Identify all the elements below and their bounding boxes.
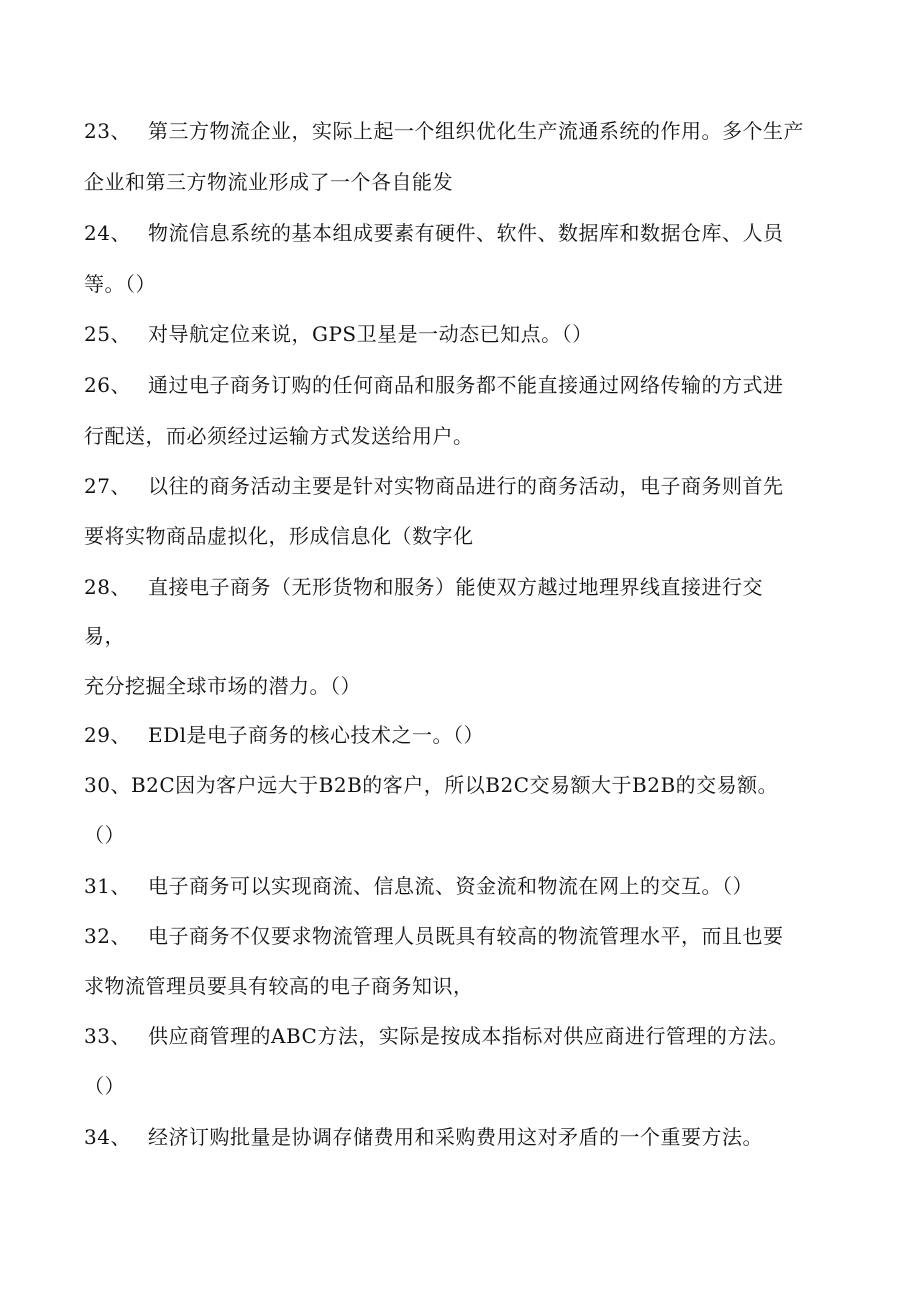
question-text: 经济订购批量是协调存储费用和采购费用这对矛盾的一个重要方法。 (148, 1125, 763, 1149)
question-text: EDl是电子商务的核心技术之一。（） (148, 723, 485, 747)
question-text: 易， (84, 624, 125, 648)
question-text: 以往的商务活动主要是针对实物商品进行的商务活动，电子商务则首先 (148, 474, 784, 498)
question-number: 30、 (84, 773, 131, 797)
question-text: 企业和第三方物流业形成了一个各自能发 (84, 170, 453, 194)
question-number: 23、 (84, 119, 131, 143)
question-32-line-2 (84, 973, 844, 999)
question-28-line-1 (84, 574, 844, 600)
question-number: 26、 (84, 373, 131, 397)
question-30-line-1 (84, 772, 844, 798)
question-33-line-2 (84, 1073, 844, 1099)
question-26-line-2 (84, 423, 844, 449)
question-28-line-3 (84, 673, 844, 699)
question-23-line-2 (84, 169, 844, 195)
question-23-line-1 (84, 118, 844, 144)
question-text: 电子商务不仅要求物流管理人员既具有较高的物流管理水平，而且也要 (148, 924, 784, 948)
question-28-line-2 (84, 623, 844, 649)
question-number: 33、 (84, 1024, 131, 1048)
question-text: 物流信息系统的基本组成要素有硬件、软件、数据库和数据仓库、人员 (148, 221, 784, 245)
question-text: B2C因为客户远大于B2B的客户，所以B2C交易额大于B2B的交易额。 (130, 773, 779, 797)
question-29-line-1 (84, 722, 844, 748)
question-number: 27、 (84, 474, 131, 498)
question-32-line-1 (84, 923, 844, 949)
question-34-line-1 (84, 1124, 844, 1150)
question-27-line-2 (84, 523, 844, 549)
question-text: 等。（） (84, 272, 156, 296)
question-text: 直接电子商务（无形货物和服务）能使双方越过地理界线直接进行交 (148, 575, 763, 599)
question-number: 28、 (84, 575, 131, 599)
question-text: 对导航定位来说，GPS卫星是一动态已知点。（） (148, 322, 593, 346)
question-text: 第三方物流企业，实际上起一个组织优化生产流通系统的作用。多个生产 (148, 119, 804, 143)
question-text: （） (84, 823, 125, 847)
question-24-line-1 (84, 220, 844, 246)
question-text: 通过电子商务订购的任何商品和服务都不能直接通过网络传输的方式进 (148, 373, 784, 397)
question-number: 29、 (84, 723, 131, 747)
question-number: 31、 (84, 874, 131, 898)
question-text: 充分挖掘全球市场的潜力。（） (84, 674, 361, 698)
question-number: 24、 (84, 221, 131, 245)
question-number: 32、 (84, 924, 131, 948)
question-33-line-1 (84, 1023, 844, 1049)
question-number: 34、 (84, 1125, 131, 1149)
question-26-line-1 (84, 372, 844, 398)
question-text: 行配送，而必须经过运输方式发送给用户。 (84, 424, 474, 448)
question-27-line-1 (84, 473, 844, 499)
question-text: 要将实物商品虚拟化，形成信息化（数字化 (84, 524, 474, 548)
question-31-line-1 (84, 873, 844, 899)
question-text: 供应商管理的ABC方法，实际是按成本指标对供应商进行管理的方法。 (148, 1024, 789, 1048)
question-text: 电子商务可以实现商流、信息流、资金流和物流在网上的交互。（） (148, 874, 753, 898)
question-24-line-2 (84, 271, 844, 297)
question-number: 25、 (84, 322, 131, 346)
question-25-line-1 (84, 321, 844, 347)
question-30-line-2 (84, 822, 844, 848)
question-text: 求物流管理员要具有较高的电子商务知识， (84, 974, 474, 998)
question-text: （） (84, 1074, 125, 1098)
